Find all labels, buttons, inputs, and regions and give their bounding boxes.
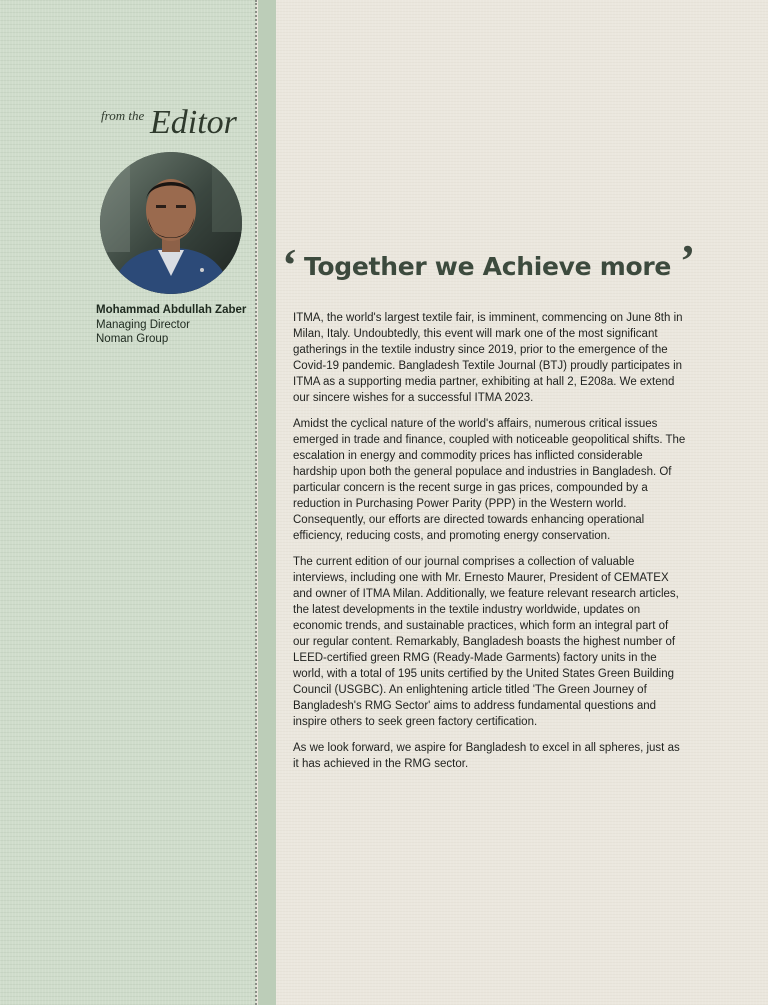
- article-paragraph: As we look forward, we aspire for Bangladesh to excel in all spheres, just as it has achieved in the RMG sector.: [293, 742, 680, 770]
- portrait-illustration: [100, 152, 242, 294]
- open-quote-mark: ‘: [282, 239, 298, 290]
- article-paragraph: Amidst the cyclical nature of the world's affairs, numerous critical issues emerged in trade and finance, coupled with noticeable geopolitical shifts. The escalation in energy and commodity prices has inflicted considerable hardship upon both the general populace and industries in Bangladesh. Of particular concern is the recent surge in gas prices, compounded by a reduction in Purchasing Power Parity (PPP) in the Western world. Consequently, our efforts are directed towards enhancing operational efficiency, reducing costs, and promoting energy conservation.: [293, 418, 686, 542]
- section-title: Editor: [150, 104, 237, 141]
- editor-photo: [100, 152, 242, 294]
- sidebar-panel: [0, 0, 256, 1005]
- dotted-divider: [255, 0, 257, 1005]
- author-organization: Noman Group: [96, 333, 169, 345]
- close-quote-mark: ’: [680, 235, 696, 286]
- article-body: [293, 310, 688, 782]
- article-headline: Together we Achieve more: [304, 252, 672, 281]
- headline-block: [282, 235, 712, 290]
- green-band: [258, 0, 276, 1005]
- article-paragraph: ITMA, the world's largest textile fair, is imminent, commencing on June 8th in Milan, Italy. Undoubtedly, this event will mark one of the most significant gatherings in the textile industry since 2019, prior to the emergence of the Covid-19 pandemic. Bangladesh Textile Journal (BTJ) proudly participates in ITMA as a supporting media partner, exhibiting at hall 2, E208a. We extend our sincere wishes for a successful ITMA 2023.: [293, 312, 683, 404]
- author-name: Mohammad Abdullah Zaber: [96, 304, 247, 316]
- section-kicker: from the: [101, 108, 145, 123]
- author-role: Managing Director: [96, 319, 190, 331]
- article-paragraph: The current edition of our journal comprises a collection of valuable interviews, including one with Mr. Ernesto Maurer, President of CEMATEX and owner of ITMA Milan. Additionally, we feature relevant research articles, the latest developments in the textile industry worldwide, updates on economic trends, and sustainable practices, which form an integral part of our regular content. Remarkably, Bangladesh boasts the highest number of LEED-certified green RMG (Ready-Made Garments) factory units in the world, with a total of 195 units certified by the United States Green Building Council (USGBC). An enlightening article titled 'The Green Journey of Bangladesh's RMG Sector' aims to address fundamental questions and inspire others to seek green factory certification.: [293, 556, 679, 728]
